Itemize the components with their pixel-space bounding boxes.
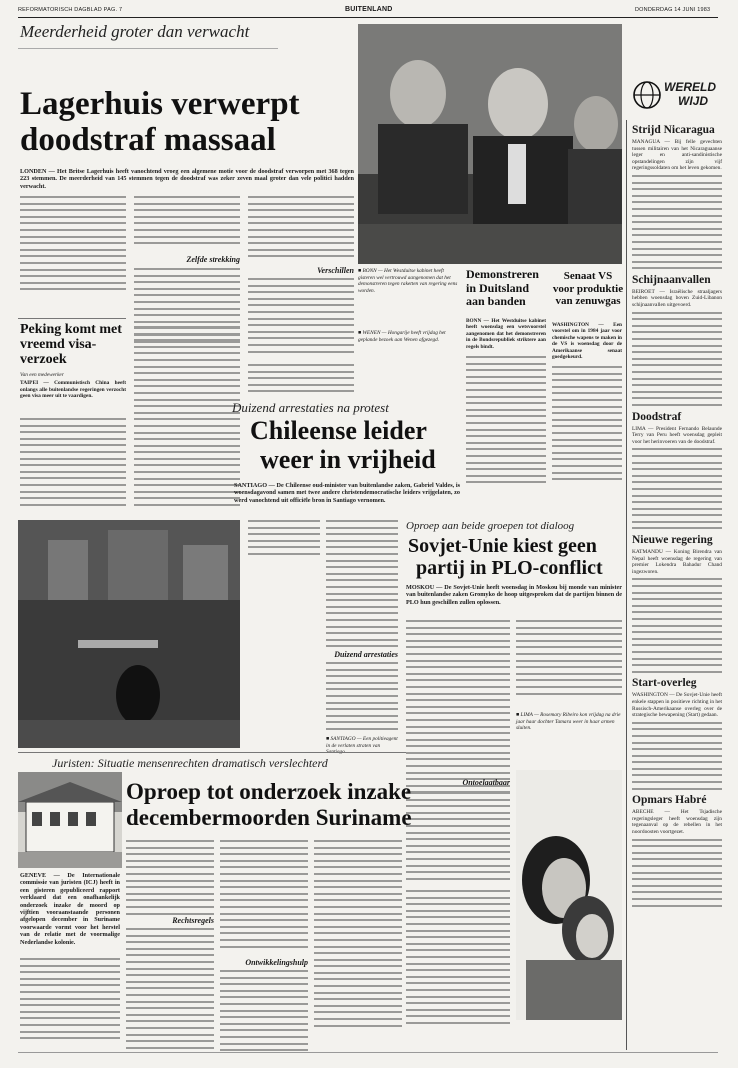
masthead-date: DONDERDAG 14 JUNI 1983 bbox=[635, 7, 711, 13]
sidebar-title-nieuwe-regering: Nieuwe regering bbox=[632, 534, 713, 547]
demonstreren-lead: BONN — Het Westduitse kabinet heeft woensdag een wetsvoorstel aangenomen dat het demonstreren in de Bondsrepubliek striktere aan regels bindt. bbox=[466, 318, 546, 350]
chili-headline-line1: Chileense leider bbox=[250, 416, 427, 445]
wereld-wijd-logo bbox=[632, 76, 718, 116]
main-column-2 bbox=[134, 196, 240, 249]
masthead-left: REFORMATORISCH DAGBLAD PAG. 7 bbox=[18, 7, 123, 13]
sidebar-title-opmars: Opmars Habré bbox=[632, 794, 707, 807]
caption-bonn: ■ BONN — Het Westduitse kabinet heeft gisteren wel vertrouwd aangenomen dat het demonstreren tegen raketten van regering eens worden. bbox=[358, 268, 458, 294]
sidebar-text-doodstraf: LIMA — President Fernando Belaunde Terry van Peru heeft woensdag gepleit voor het herinvoeren van de doodstraf. bbox=[632, 425, 722, 445]
chili-col-1 bbox=[248, 520, 320, 560]
suriname-col-1 bbox=[20, 958, 120, 1044]
main-column-3c bbox=[248, 364, 354, 397]
sidebar-text-nieuwe-regering: KATMANDU — Koning Birendra van Nepal heeft woensdag de regering van premier Lokendra Bahadur Chand ingezworen. bbox=[632, 549, 722, 575]
subhead-rechtsregels: Rechtsregels bbox=[172, 916, 214, 925]
caption-wenen: ■ WENEN — Hongarije heeft vrijdag het geplande bezoek aan Wenen afgezegd. bbox=[358, 330, 446, 343]
main-column-3b bbox=[248, 278, 354, 357]
sidebar-text-start-overleg: WASHINGTON — De Sovjet-Unie heeft enkele stappen in positieve richting in het Russisch-Amerikaanse overleg over de strategische bewapening (Start) gedaan. bbox=[632, 692, 722, 719]
sovjet-headline-line1: Sovjet-Unie kiest geen bbox=[408, 535, 597, 557]
main-headline-line2: doodstraf massaal bbox=[20, 122, 276, 158]
logo-line2: WIJD bbox=[678, 94, 708, 108]
peking-headline: Peking komt met vreemd visa-verzoek bbox=[20, 322, 122, 367]
senaat-headline: Senaat VS voor produktie van zenuwgas bbox=[552, 270, 624, 307]
masthead-rule bbox=[18, 17, 718, 18]
sidebar-title-schijnaanvallen: Schijnaanvallen bbox=[632, 273, 711, 286]
suriname-lead: GENEVE — De Internationale commissie van juristen (ICJ) heeft in een gisteren gepubliceerd rapport verklaard dat een onafhankelijk onderzoek inzake de moord op vijftien vooraanstaande personen afgelopen december in Suriname voorwaarde vormt voor het herstel van de relatie met de voormalige Nederlandse kolonie. bbox=[20, 872, 120, 946]
globe-icon bbox=[632, 80, 662, 110]
chili-caption: ■ SANTIAGO — Een politieagent in de verlaten straten van Santiago. bbox=[326, 736, 398, 755]
chili-lead: SANTIAGO — De Chileense oud-minister van buitenlandse zaken, Gabriel Valdes, is woensdagavond samen met twee andere christendemocratische leiders vrijgelaten, zo werd vanochtend uit officiële bron in Santiago vernomen. bbox=[234, 482, 460, 504]
sovjet-caption: ■ LIMA — Rosemary Ribeiro kon vrijdag na drie jaar haar dochter Tamara weer in haar armen sluiten. bbox=[516, 712, 621, 731]
main-kicker: Meerderheid groter dan verwacht bbox=[20, 22, 250, 41]
sidebar-text-schijnaanvallen: BEIROET — Israëlische straaljagers hebben woensdag boven Zuid-Libanon schijnaanvallen uitgevoerd. bbox=[632, 288, 722, 309]
demonstreren-headline: Demonstreren in Duitsland aan banden bbox=[466, 267, 539, 308]
sovjet-headline-line2: partij in PLO-conflict bbox=[416, 557, 603, 579]
suriname-col-3b bbox=[220, 970, 308, 1056]
subhead-ontwikkelingshulp: Ontwikkelingshulp bbox=[245, 958, 308, 967]
sidebar-title-start-overleg: Start-overleg bbox=[632, 677, 697, 690]
chili-col-2b bbox=[326, 662, 398, 735]
sidebar bbox=[632, 124, 722, 911]
suriname-headline-line1: Oproep tot onderzoek inzake bbox=[126, 779, 412, 804]
section-title: BUITENLAND bbox=[345, 6, 393, 13]
suriname-kicker: Juristen: Situatie mensenrechten dramatisch verslechterd bbox=[52, 756, 328, 770]
santiago-photo bbox=[18, 520, 240, 748]
main-photo bbox=[358, 24, 622, 264]
peking-body-1 bbox=[20, 418, 126, 510]
suriname-col-2 bbox=[126, 840, 214, 919]
sovjet-lead: MOSKOU — De Sovjet-Unie heeft woensdag in Moskou bij monde van minister van buitenlandse zaken Gromyko de hoop uitgesproken dat de partijen binnen de PLO hun geschillen zullen oplossen. bbox=[406, 584, 622, 606]
suriname-headline-line2: decembermoorden Suriname bbox=[126, 805, 412, 830]
chili-col-2 bbox=[326, 520, 398, 652]
sovjet-col-1 bbox=[406, 620, 510, 798]
peking-body-2 bbox=[134, 326, 240, 511]
chili-headline-line2: weer in vrijheid bbox=[260, 445, 436, 474]
main-column-3 bbox=[248, 196, 354, 262]
sovjet-col-1c bbox=[406, 890, 510, 1028]
sovjet-col-2 bbox=[516, 620, 622, 699]
main-lead: LONDEN — Het Britse Lagerhuis heeft vanochtend vroeg een algemene motie voor de doodstraf verworpen met 368 tegen 223 stemmen. De meerderheid van 145 stemmen tegen de doodstraf was zeker zeven maal groter dan vele politici hadden verwacht. bbox=[20, 168, 354, 190]
lima-photo bbox=[516, 770, 622, 1020]
peking-lead: TAIPEI — Communistisch China heeft onlangs alle buitenlandse regeringen verzocht geen visa meer uit te vaardigen. bbox=[20, 380, 126, 399]
main-headline-line1: Lagerhuis verwerpt bbox=[20, 86, 300, 122]
logo-line1: WERELD bbox=[664, 80, 716, 94]
demonstreren-body bbox=[466, 356, 546, 488]
sidebar-title-nicaragua: Strijd Nicaragua bbox=[632, 124, 715, 136]
senaat-body bbox=[552, 366, 622, 485]
sidebar-text-opmars: ABECHE — Het Tsjadische regeringsleger heeft woensdag zijn tegenaanval op de rebellen in het noordoosten voortgezet. bbox=[632, 809, 722, 836]
sovjet-kicker: Oproep aan beide groepen tot dialoog bbox=[406, 520, 575, 532]
suriname-col-2b bbox=[126, 928, 214, 1053]
senaat-lead: WASHINGTON — Een voorstel om in 1984 jaar voor chemische wapens te maken in de VS is woensdag door de Amerikaanse senaat goedgekeurd. bbox=[552, 322, 622, 361]
chili-kicker: Duizend arrestaties na protest bbox=[232, 400, 389, 415]
sidebar-text-nicaragua: MANAGUA — Bij felle gevechten tussen militairen van het Nicaraguaanse leger en anti-sandinistische opstandelingen zijn vijf regeringssoldaten om het leven gekomen. bbox=[632, 139, 722, 172]
suriname-col-4 bbox=[314, 840, 402, 1031]
subhead-verschillen: Verschillen bbox=[317, 266, 354, 275]
peking-byline: Van een medewerker bbox=[20, 372, 64, 378]
main-column-1 bbox=[20, 196, 126, 295]
suriname-photo bbox=[18, 772, 122, 868]
sovjet-col-1b bbox=[406, 792, 510, 884]
subhead-zelfde-strekking: Zelfde strekking bbox=[186, 255, 240, 264]
subhead-ontoelaatbaar: Ontoelaatbaar bbox=[462, 778, 510, 787]
suriname-col-3 bbox=[220, 840, 308, 952]
subhead-duizend-arrestaties: Duizend arrestaties bbox=[334, 650, 398, 659]
sidebar-title-doodstraf: Doodstraf bbox=[632, 410, 682, 423]
